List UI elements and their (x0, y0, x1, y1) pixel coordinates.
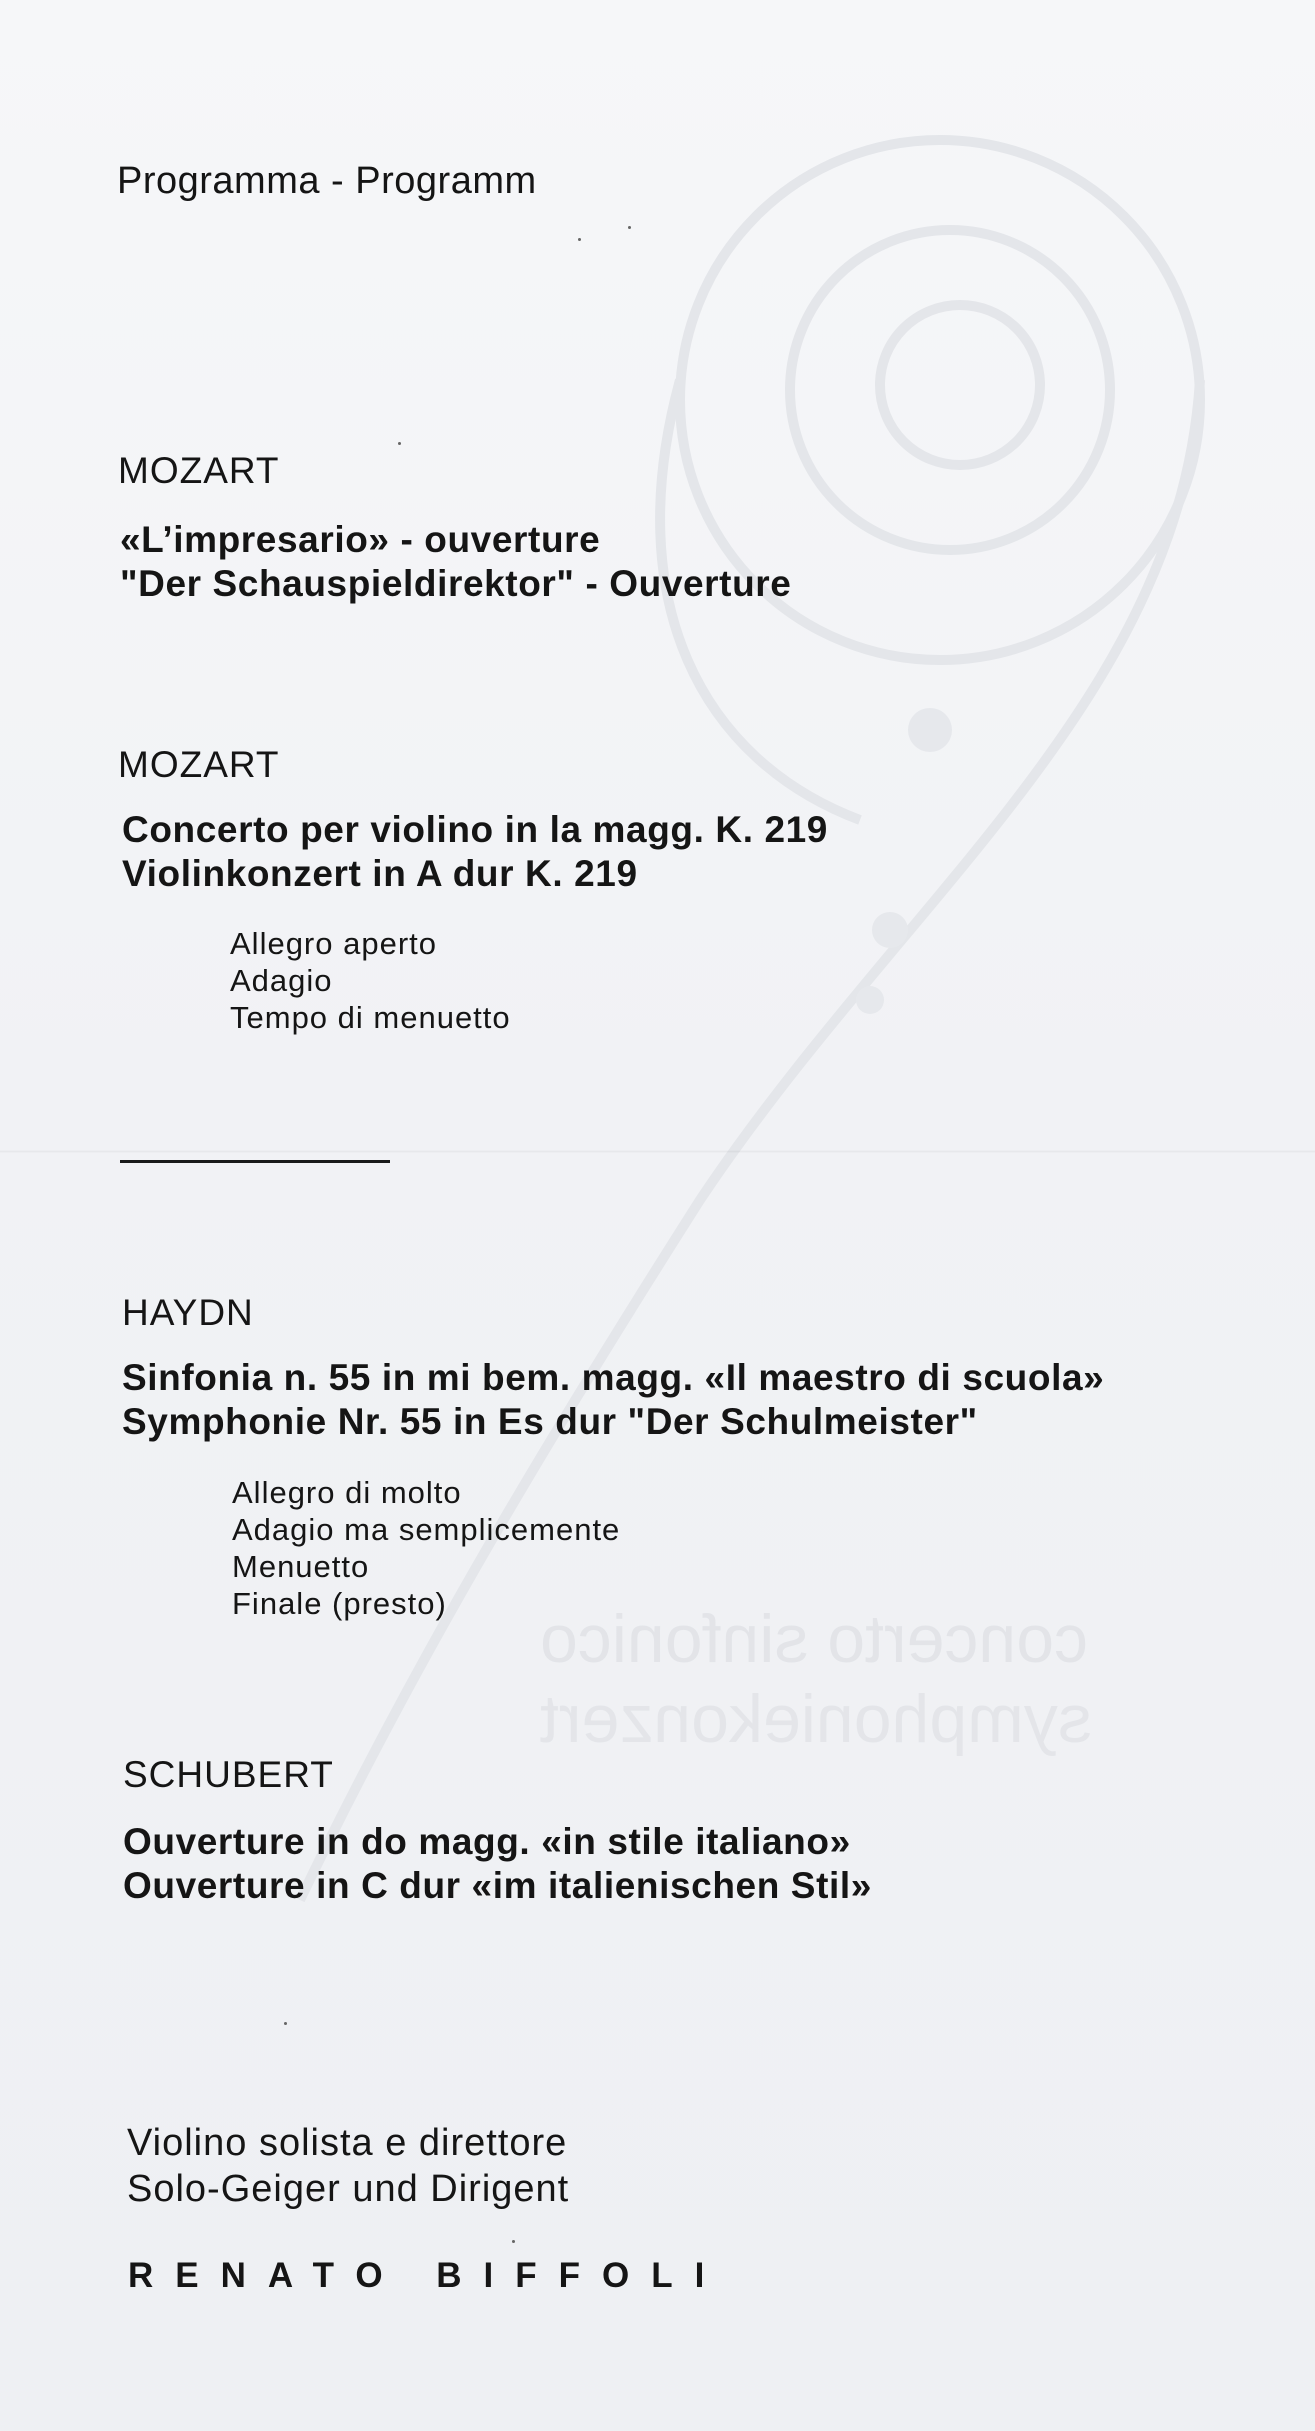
movement-item: Adagio ma semplicemente (232, 1512, 621, 1547)
work-title-de: Violinkonzert in A dur K. 219 (122, 853, 638, 894)
performer-name: RENATO BIFFOLI (128, 2256, 727, 2295)
paper-speck (284, 2022, 287, 2025)
work-title-de: Ouverture in C dur «im italienischen Stil» (123, 1865, 872, 1906)
fold-crease (0, 1150, 1315, 1153)
work-title-it: «L’impresario» - ouverture (120, 519, 601, 560)
composer-name: MOZART (118, 450, 280, 491)
role-italian: Violino solista e direttore (127, 2122, 568, 2164)
work-title-it: Concerto per violino in la magg. K. 219 (122, 809, 828, 850)
movement-item: Tempo di menuetto (230, 1000, 511, 1035)
work-title-de: Symphonie Nr. 55 in Es dur "Der Schulmeister" (122, 1401, 978, 1442)
movement-list (230, 925, 511, 1036)
paper-speck (512, 2240, 515, 2243)
movement-item: Allegro aperto (230, 926, 438, 961)
work-title-it: Sinfonia n. 55 in mi bem. magg. «Il maestro di scuola» (122, 1357, 1105, 1398)
role-german: Solo-Geiger und Dirigent (127, 2168, 570, 2210)
composer-name: SCHUBERT (123, 1754, 334, 1795)
composer-name: HAYDN (122, 1292, 254, 1333)
movement-item: Finale (presto) (232, 1586, 447, 1621)
bleed-through-line-1: concerto sinfonico (540, 1601, 1089, 1677)
performer-role (127, 2120, 569, 2212)
paper-speck (578, 238, 581, 241)
work-title-it: Ouverture in do magg. «in stile italiano» (123, 1821, 851, 1862)
work-title (120, 518, 792, 606)
movement-item: Allegro di molto (232, 1475, 462, 1510)
paper-speck (628, 226, 631, 229)
work-title (122, 1356, 1104, 1444)
paper-speck (398, 442, 401, 445)
work-title (123, 1820, 872, 1908)
program-header: Programma - Programm (117, 160, 537, 202)
composer-name: MOZART (118, 744, 280, 785)
work-title (122, 808, 828, 896)
work-title-de: "Der Schauspieldirektor" - Ouverture (120, 563, 792, 604)
movement-item: Adagio (230, 963, 333, 998)
movement-item: Menuetto (232, 1549, 370, 1584)
divider-rule (120, 1160, 390, 1163)
movement-list (232, 1474, 620, 1622)
bleed-through-line-2: symphoniekonzert (540, 1681, 1092, 1757)
